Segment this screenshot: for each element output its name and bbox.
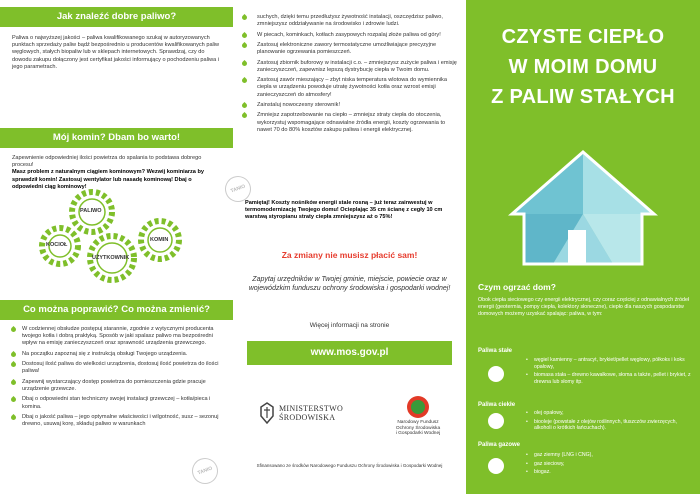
ministry-logo (258, 400, 368, 428)
cover-title-line-3: Z PALIW STAŁYCH (491, 86, 675, 108)
nfos-logo (383, 396, 453, 446)
gear-label-fuel: PALIWO (80, 208, 102, 214)
heat-question: Czym ogrzać dom? (478, 282, 556, 292)
liquid-fuels-heading: Paliwa ciekłe (478, 402, 516, 408)
tip-item: Zastosuj elektroniczne zawory termostatyczne umożliwiające precyzyjne planowanie ogrzewania pomieszczeń. (239, 42, 461, 56)
gas-fuel-item: • gaz ziemny (LNG i CNG), (526, 452, 691, 459)
tip-item: W piecach, kominkach, kotłach zasypowych rozpalaj złoże paliwa od góry! (239, 32, 461, 39)
solid-fuels-list (526, 357, 691, 387)
fuel-paragraph: Paliwa o najwyższej jakości – paliwa kwalifikowanego szukaj w autoryzowanych punktach sprzedaży paliw bądź bezpośrednio u producentów kwalifikowanych paliw węglowych, stałych biopaliw lub w sklepach internetowych. Sprawdzaj, czy do dowodu zakupu dołączony jest certyfikat jakości informujący o pochodzeniu paliwa i jego parametrach. (12, 35, 220, 70)
solid-fuels-heading: Paliwa stałe (478, 348, 513, 354)
chimney-paragraph-1: Zapewnienie odpowiedniej ilości powietrza do spalania to podstawa dobrego procesu! (12, 155, 202, 169)
gear-label-chimney: KOMIN (150, 237, 169, 243)
gas-fuel-item: • gaz sieciowy, (526, 461, 691, 468)
ministry-eagle-icon (258, 402, 276, 424)
gas-fuel-item: • biogaz. (526, 469, 691, 476)
cover-title-line-2: W MOIM DOMU (508, 56, 658, 78)
coal-icon (488, 366, 504, 382)
gear-label-user: UŻYTKOWNIK (92, 255, 130, 261)
gears-icon (20, 178, 210, 288)
improve-list (0, 326, 225, 432)
gear-label-boiler: KOCIOŁ (46, 242, 68, 248)
gears-diagram (20, 178, 210, 288)
stamp-cheap: TANIO (221, 172, 254, 205)
liquid-fuels-list (526, 410, 691, 434)
cover-panel (466, 0, 700, 494)
left-panel (0, 0, 233, 494)
nfos-line-2: Ochrony Środowiska (395, 425, 441, 431)
gas-fuels-list (526, 452, 691, 478)
stamp-cheap: TANIO (188, 454, 221, 487)
solid-fuel-item: • biomasa stała – drewno kawałkowe, słoma a także, pellet i brykiet, z drewna lub słomy itp. (526, 372, 691, 385)
improve-item: Zapewnij wystarczający dostęp powietrza do pomieszczenia gdzie pracuje urządzenie grzewcze. (8, 379, 225, 393)
cover-title (466, 22, 700, 112)
ministry-name-2: ŚRODOWISKA (279, 413, 336, 422)
flame-icon (488, 458, 504, 474)
gas-fuels-heading: Paliwa gazowe (478, 442, 521, 448)
website-link[interactable]: www.mos.gov.pl (247, 341, 452, 365)
liquid-fuel-item: • olej opałowy, (526, 410, 691, 417)
cover-title-line-1: CZYSTE CIEPŁO (501, 26, 665, 48)
ministry-name-1: MINISTERSTWO (279, 404, 344, 413)
liquid-fuel-item: • biooleje (powstałe z olejów roślinnych, tłuszczów zwierzęcych, alkoholi o krótkich łańcuchach). (526, 419, 691, 432)
tip-item: suchych, dzięki temu przedłużysz żywotność instalacji, oszczędzisz paliwo, zmniejszysz oddziaływanie na środowisko i zdrowie ludzi. (239, 14, 461, 28)
tip-item: Zmniejsz zapotrzebowanie na ciepło – zmniejsz straty ciepła do otoczenia, wykorzystuj wspomagające odnawialne źródła energii, koszty ogrzewania to nawet 70 do 80% kosztów zakupu paliwa i energii elektrycznej. (239, 112, 461, 134)
improve-item: Dbaj o odpowiedni stan techniczny swojej instalacji grzewczej – kotła/pieca i komina. (8, 396, 225, 410)
solid-fuel-item: • węgiel kamienny – antracyt, brykiet/pellet węglowy, półkoks i koks opałowy, (526, 357, 691, 370)
house-icon (508, 148, 658, 266)
middle-panel (229, 0, 466, 494)
tips-list (239, 14, 461, 137)
section-title-chimney: Mój komin? Dbam bo warto! (0, 128, 233, 148)
remember-note: Pamiętaj! Koszty nośników energii stale rosną – już teraz zainwestuj w termomodernizację Twojego domu! Ocieplając 35 cm ścianę z cegły 10 cm warstwą styropianu straty ciepła zmniejszysz aż o 75%! (245, 200, 443, 221)
section-title-improve: Co można poprawić? Co można zmienić? (0, 300, 233, 320)
section-title-fuel: Jak znaleźć dobre paliwo? (0, 7, 233, 27)
oil-drop-icon (488, 413, 504, 429)
more-info: Więcej informacji na stronie (309, 322, 390, 329)
tip-item: Zainstaluj nowoczesny sterownik! (239, 102, 461, 109)
heat-intro: Obok ciepła sieciowego czy energii elektrycznej, czy coraz częściej z odnawialnych źródeł energii (geotermia, pompy ciepła, kolektory słoneczne), ciepło dla naszych gospodarstw domowych możemy uzyskać spalając: paliwa, w tym: (478, 297, 690, 317)
improve-item: Na początku zapoznaj się z instrukcją obsługi Twojego urządzenia. (8, 351, 225, 358)
tip-item: Zastosuj zawór mieszający – zbyt niska temperatura wlotowa do wymiennika ciepła w urządzeniu powoduje utratę żywotności kotła oraz wzrost emisji zanieczyszczeń do atmosfery! (239, 77, 461, 99)
nfos-line-3: i Gospodarki Wodnej (395, 431, 441, 437)
improve-item: Dostosuj ilość paliwa do wielkości urządzenia, dostosuj ilość powietrza do ilości paliwa! (8, 361, 225, 375)
no-pay-heading: Za zmiany nie musisz płacić sam! (281, 250, 418, 260)
chimney-paragraph-2: Masz problem z naturalnym ciągiem kominowym? Wezwij kominiarza by sprawdził komin! Zastosuj wentylator lub nasadę kominową! Dbaj o odpowiedni ciąg kominowy! (12, 169, 204, 190)
nfos-emblem-icon (407, 396, 429, 418)
improve-item: Dbaj o jakość paliwa – jego optymalne właściwości i wilgotność, susz – sezonuj drewno, usuwaj korę, składuj paliwo w warunkach (8, 414, 225, 428)
funding-footer: Sfinansowano ze środków Narodowego Funduszu Ochrony Środowiska i Gospodarki Wodnej (256, 463, 443, 468)
tip-item: Zastosuj zbiornik buforowy w instalacji c.o. – zmniejszysz zużycie paliwa i emisję zanieczyszczeń, zapewnisz lepszą dystrybucję ciepła w Twoim domu. (239, 60, 461, 74)
ask-officials: Zapytaj urzędników w Twojej gminie, miejscie, powiecie oraz w wojewódzkim funduszu ochrony środowiska i gospodarki wodnej! (248, 276, 451, 292)
nfos-line-1: Narodowy Fundusz (397, 420, 439, 425)
improve-item: W codziennej obsłudze postępuj starannie, zgodnie z wytycznymi producenta twojego kotła i dobrą praktyką. Sposób w jaki spalasz paliwo ma bezpośredni wpływ na emisję zanieczyszczeń oraz sprawność urządzenia grzewczego. (8, 326, 225, 348)
